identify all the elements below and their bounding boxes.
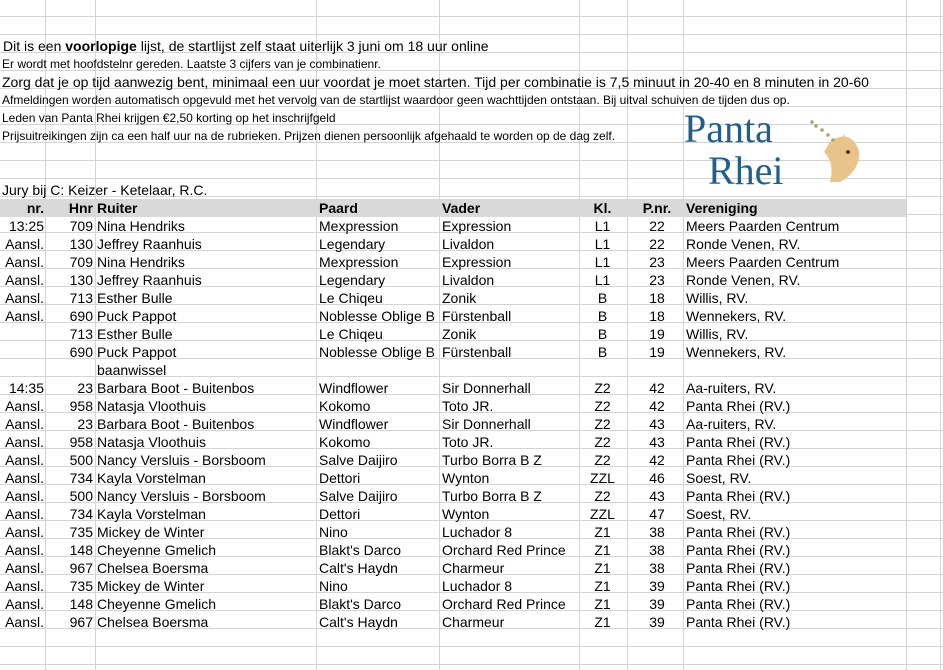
cell-vereniging: Soest, RV. bbox=[686, 506, 752, 522]
cell-hnr: 690 bbox=[69, 344, 93, 360]
cell-ruiter: Natasja Vloothuis bbox=[97, 398, 206, 414]
cell-pnr: 18 bbox=[649, 290, 665, 306]
cell-pnr: 38 bbox=[649, 542, 665, 558]
cell-paard: Legendary bbox=[319, 272, 386, 288]
cell-hnr: 958 bbox=[69, 434, 93, 450]
cell-paard: Le Chiqeu bbox=[319, 326, 383, 342]
cell-pnr: 47 bbox=[649, 506, 665, 522]
cell-pnr: 23 bbox=[649, 272, 665, 288]
cell-vader: Charmeur bbox=[442, 614, 505, 630]
cell-paard: Blakt's Darco bbox=[319, 596, 402, 612]
cell-hnr bbox=[46, 361, 93, 379]
cell-nr bbox=[0, 325, 44, 343]
cell-vader: Expression bbox=[442, 254, 512, 270]
cell-hnr: 500 bbox=[69, 488, 93, 504]
cell-paard: Dettori bbox=[319, 470, 361, 486]
cell-hnr: 967 bbox=[69, 560, 93, 576]
cell-pnr: 18 bbox=[649, 308, 665, 324]
cell-vader: Orchard Red Prince bbox=[442, 542, 566, 558]
cell-paard bbox=[319, 361, 439, 379]
cell-nr: Aansl. bbox=[5, 254, 44, 270]
cell-vereniging: Aa-ruiters, RV. bbox=[686, 380, 777, 396]
cell-pnr: 39 bbox=[649, 596, 665, 612]
cell-pnr: 46 bbox=[649, 470, 665, 486]
note-cancellations: Afmeldingen worden automatisch opgevuld met het vervolg van de startlijst waardoor geen wachttijden ontstaan. Bij uitval schuiven de tijden dus op. bbox=[2, 93, 790, 107]
cell-vader: Turbo Borra B Z bbox=[442, 488, 542, 504]
cell-paard: Mexpression bbox=[319, 218, 399, 234]
cell-hnr: 130 bbox=[69, 272, 93, 288]
cell-nr: Aansl. bbox=[5, 398, 44, 414]
cell-ruiter: Kayla Vorstelman bbox=[97, 506, 206, 522]
cell-vereniging: Aa-ruiters, RV. bbox=[686, 416, 777, 432]
cell-vereniging: Willis, RV. bbox=[686, 290, 749, 306]
cell-kl: B bbox=[597, 344, 608, 360]
cell-pnr: 42 bbox=[649, 452, 665, 468]
cell-nr: Aansl. bbox=[5, 488, 44, 504]
col-header-ruiter: Ruiter bbox=[97, 200, 138, 216]
cell-nr bbox=[0, 343, 44, 361]
cell-hnr: 967 bbox=[69, 614, 93, 630]
cell-vereniging: Panta Rhei (RV.) bbox=[686, 560, 791, 576]
cell-vereniging: Panta Rhei (RV.) bbox=[686, 452, 791, 468]
cell-paard: Windflower bbox=[319, 380, 389, 396]
cell-ruiter: Jeffrey Raanhuis bbox=[97, 272, 202, 288]
note-prize-giving: Prijsuitreikingen zijn ca een half uur na de rubrieken. Prijzen dienen persoonlijk afgehaald te worden op de dag zelf. bbox=[2, 129, 616, 143]
cell-ruiter: Jeffrey Raanhuis bbox=[97, 236, 202, 252]
cell-nr: Aansl. bbox=[5, 542, 44, 558]
cell-nr: Aansl. bbox=[5, 236, 44, 252]
col-header-kl: Kl. bbox=[593, 200, 612, 216]
cell-vereniging: Panta Rhei (RV.) bbox=[686, 578, 791, 594]
cell-vader: Toto JR. bbox=[442, 434, 494, 450]
cell-paard: Windflower bbox=[319, 416, 389, 432]
cell-ruiter: Puck Pappot bbox=[97, 344, 177, 360]
cell-nr: Aansl. bbox=[5, 524, 44, 540]
cell-vader: Turbo Borra B Z bbox=[442, 452, 542, 468]
cell-kl: Z2 bbox=[594, 416, 611, 432]
cell-vader: Zonik bbox=[442, 290, 477, 306]
cell-nr: Aansl. bbox=[5, 416, 44, 432]
col-header-vader: Vader bbox=[442, 200, 481, 216]
cell-pnr: 43 bbox=[649, 434, 665, 450]
cell-vereniging: Panta Rhei (RV.) bbox=[686, 614, 791, 630]
cell-kl: Z1 bbox=[594, 578, 611, 594]
cell-kl: Z1 bbox=[594, 614, 611, 630]
cell-hnr: 500 bbox=[69, 452, 93, 468]
cell-vereniging: Meers Paarden Centrum bbox=[686, 254, 840, 270]
jury-line: Jury bij C: Keizer - Ketelaar, R.C. bbox=[2, 182, 208, 198]
cell-nr: Aansl. bbox=[5, 290, 44, 306]
cell-vereniging: Panta Rhei (RV.) bbox=[686, 488, 791, 504]
cell-hnr: 713 bbox=[69, 290, 93, 306]
logo-text-panta: Panta bbox=[684, 106, 773, 151]
cell-vereniging: Panta Rhei (RV.) bbox=[686, 596, 791, 612]
cell-hnr: 130 bbox=[69, 236, 93, 252]
cell-paard: Nino bbox=[319, 524, 348, 540]
cell-pnr: 39 bbox=[649, 578, 665, 594]
cell-vereniging: Willis, RV. bbox=[686, 326, 749, 342]
cell-pnr: 38 bbox=[649, 560, 665, 576]
cell-ruiter: Nancy Versluis - Borsboom bbox=[97, 488, 266, 504]
col-header-hnr: Hnr bbox=[68, 200, 93, 216]
cell-pnr: 19 bbox=[649, 326, 665, 342]
cell-vereniging: Panta Rhei (RV.) bbox=[686, 398, 791, 414]
cell-hnr: 23 bbox=[77, 416, 93, 432]
cell-vader: Luchador 8 bbox=[442, 524, 513, 540]
cell-nr: Aansl. bbox=[5, 596, 44, 612]
cell-pnr: 39 bbox=[649, 614, 665, 630]
cell-ruiter: Barbara Boot - Buitenbos bbox=[97, 380, 255, 396]
cell-nr bbox=[0, 361, 44, 379]
logo-text-rhei: Rhei bbox=[708, 148, 784, 190]
cell-pnr: 43 bbox=[649, 416, 665, 432]
col-header-vereniging: Vereniging bbox=[686, 200, 758, 216]
cell-vader: Sir Donnerhall bbox=[442, 416, 531, 432]
cell-nr: Aansl. bbox=[5, 470, 44, 486]
cell-nr: Aansl. bbox=[5, 308, 44, 324]
cell-hnr: 734 bbox=[69, 506, 93, 522]
cell-ruiter: Barbara Boot - Buitenbos bbox=[97, 416, 255, 432]
cell-kl: L1 bbox=[594, 254, 611, 270]
cell-kl: B bbox=[597, 290, 608, 306]
cell-vader: Sir Donnerhall bbox=[442, 380, 531, 396]
cell-hnr: 734 bbox=[69, 470, 93, 486]
cell-vereniging: Ronde Venen, RV. bbox=[686, 236, 801, 252]
col-header-nr: nr. bbox=[26, 200, 44, 216]
cell-paard: Calt's Haydn bbox=[319, 560, 398, 576]
note-preliminary-list: Dit is een voorlopige lijst, de startlijst zelf staat uiterlijk 3 juni om 18 uur online bbox=[3, 38, 489, 54]
cell-kl: L1 bbox=[594, 272, 611, 288]
cell-vereniging: Meers Paarden Centrum bbox=[686, 218, 840, 234]
cell-vader: Fürstenball bbox=[442, 308, 512, 324]
cell-vader: Fürstenball bbox=[442, 344, 512, 360]
cell-kl: Z2 bbox=[594, 398, 611, 414]
cell-hnr: 958 bbox=[69, 398, 93, 414]
cell-kl: Z2 bbox=[594, 434, 611, 450]
cell-vader: Wynton bbox=[442, 506, 490, 522]
panta-rhei-logo bbox=[680, 104, 870, 190]
cell-vereniging: Ronde Venen, RV. bbox=[686, 272, 801, 288]
cell-nr: Aansl. bbox=[5, 560, 44, 576]
cell-nr: Aansl. bbox=[5, 272, 44, 288]
cell-kl: ZZL bbox=[590, 506, 615, 522]
cell-vereniging: Panta Rhei (RV.) bbox=[686, 434, 791, 450]
cell-ruiter: Kayla Vorstelman bbox=[97, 470, 206, 486]
cell-ruiter: Chelsea Boersma bbox=[97, 614, 209, 630]
cell-paard: Salve Daijiro bbox=[319, 452, 398, 468]
cell-vader: Expression bbox=[442, 218, 512, 234]
cell-kl: Z1 bbox=[594, 560, 611, 576]
cell-kl: Z1 bbox=[594, 524, 611, 540]
cell-hnr: 735 bbox=[69, 578, 93, 594]
cell-vader: Zonik bbox=[442, 326, 477, 342]
cell-nr: Aansl. bbox=[5, 614, 44, 630]
cell-hnr: 709 bbox=[69, 254, 93, 270]
cell-nr: 13:25 bbox=[8, 218, 44, 234]
cell-kl: Z1 bbox=[594, 542, 611, 558]
cell-pnr bbox=[636, 361, 678, 379]
note-arrival-time: Zorg dat je op tijd aanwezig bent, minimaal een uur voordat je moet starten. Tijd per combinatie is 7,5 minuut in 20-40 en 8 minuten in 20-60 bbox=[2, 74, 869, 90]
cell-paard: Kokomo bbox=[319, 434, 371, 450]
cell-paard: Mexpression bbox=[319, 254, 399, 270]
cell-kl: Z2 bbox=[594, 452, 611, 468]
cell-hnr: 23 bbox=[77, 380, 93, 396]
col-header-pnr: P.nr. bbox=[642, 200, 672, 216]
cell-paard: Legendary bbox=[319, 236, 386, 252]
col-header-paard: Paard bbox=[319, 200, 358, 216]
cell-hnr: 690 bbox=[69, 308, 93, 324]
cell-kl: Z2 bbox=[594, 380, 611, 396]
cell-ruiter: Natasja Vloothuis bbox=[97, 434, 206, 450]
cell-vereniging: Panta Rhei (RV.) bbox=[686, 542, 791, 558]
cell-kl: ZZL bbox=[590, 470, 615, 486]
cell-vader: Wynton bbox=[442, 470, 490, 486]
cell-vereniging: Wennekers, RV. bbox=[686, 308, 787, 324]
note-member-discount: Leden van Panta Rhei krijgen €2,50 korting op het inschrijfgeld bbox=[2, 111, 336, 125]
cell-nr: Aansl. bbox=[5, 434, 44, 450]
cell-nr: Aansl. bbox=[5, 578, 44, 594]
cell-ruiter: Nina Hendriks bbox=[97, 254, 185, 270]
cell-kl: L1 bbox=[594, 218, 611, 234]
cell-vader: Orchard Red Prince bbox=[442, 596, 566, 612]
cell-pnr: 42 bbox=[649, 398, 665, 414]
cell-paard: Blakt's Darco bbox=[319, 542, 402, 558]
cell-pnr: 19 bbox=[649, 344, 665, 360]
cell-kl: B bbox=[597, 326, 608, 342]
cell-kl: Z2 bbox=[594, 488, 611, 504]
cell-vereniging: Soest, RV. bbox=[686, 470, 752, 486]
cell-ruiter: Esther Bulle bbox=[97, 326, 173, 342]
cell-vader: Livaldon bbox=[442, 272, 495, 288]
cell-pnr: 42 bbox=[649, 380, 665, 396]
cell-nr: 14:35 bbox=[8, 380, 44, 396]
note-bridle-number: Er wordt met hoofdstelnr gereden. Laatste 3 cijfers van je combinatienr. bbox=[2, 57, 381, 71]
cell-kl: Z1 bbox=[594, 596, 611, 612]
cell-paard: Salve Daijiro bbox=[319, 488, 398, 504]
cell-pnr: 23 bbox=[649, 254, 665, 270]
cell-vader: Luchador 8 bbox=[442, 578, 513, 594]
cell-hnr: 713 bbox=[69, 326, 93, 342]
cell-paard: Dettori bbox=[319, 506, 361, 522]
cell-kl: L1 bbox=[594, 236, 611, 252]
cell-ruiter: Chelsea Boersma bbox=[97, 560, 209, 576]
cell-nr: Aansl. bbox=[5, 452, 44, 468]
cell-paard: Noblesse Oblige B bbox=[319, 344, 435, 360]
cell-ruiter: Mickey de Winter bbox=[97, 524, 205, 540]
cell-ruiter: Cheyenne Gmelich bbox=[97, 542, 217, 558]
cell-vereniging: Panta Rhei (RV.) bbox=[686, 524, 791, 540]
cell-kl bbox=[581, 361, 624, 379]
cell-pnr: 22 bbox=[649, 236, 665, 252]
cell-pnr: 38 bbox=[649, 524, 665, 540]
cell-paard: Le Chiqeu bbox=[319, 290, 383, 306]
cell-paard: Kokomo bbox=[319, 398, 371, 414]
cell-ruiter: Mickey de Winter bbox=[97, 578, 205, 594]
cell-kl: B bbox=[597, 308, 608, 324]
cell-ruiter: Nina Hendriks bbox=[97, 218, 185, 234]
cell-hnr: 148 bbox=[69, 542, 93, 558]
cell-nr: Aansl. bbox=[5, 506, 44, 522]
cell-ruiter: Esther Bulle bbox=[97, 290, 173, 306]
cell-ruiter: Cheyenne Gmelich bbox=[97, 596, 217, 612]
cell-hnr: 735 bbox=[69, 524, 93, 540]
cell-paard: Nino bbox=[319, 578, 348, 594]
cell-ruiter: Puck Pappot bbox=[97, 308, 177, 324]
cell-paard: Calt's Haydn bbox=[319, 614, 398, 630]
cell-pnr: 43 bbox=[649, 488, 665, 504]
cell-ruiter: baanwissel bbox=[97, 362, 167, 378]
cell-hnr: 148 bbox=[69, 596, 93, 612]
cell-hnr: 709 bbox=[69, 218, 93, 234]
cell-vereniging: Wennekers, RV. bbox=[686, 344, 787, 360]
cell-vader: Toto JR. bbox=[442, 398, 494, 414]
cell-paard: Noblesse Oblige B bbox=[319, 308, 435, 324]
cell-vader: Livaldon bbox=[442, 236, 495, 252]
cell-vader: Charmeur bbox=[442, 560, 505, 576]
cell-pnr: 22 bbox=[649, 218, 665, 234]
cell-ruiter: Nancy Versluis - Borsboom bbox=[97, 452, 266, 468]
